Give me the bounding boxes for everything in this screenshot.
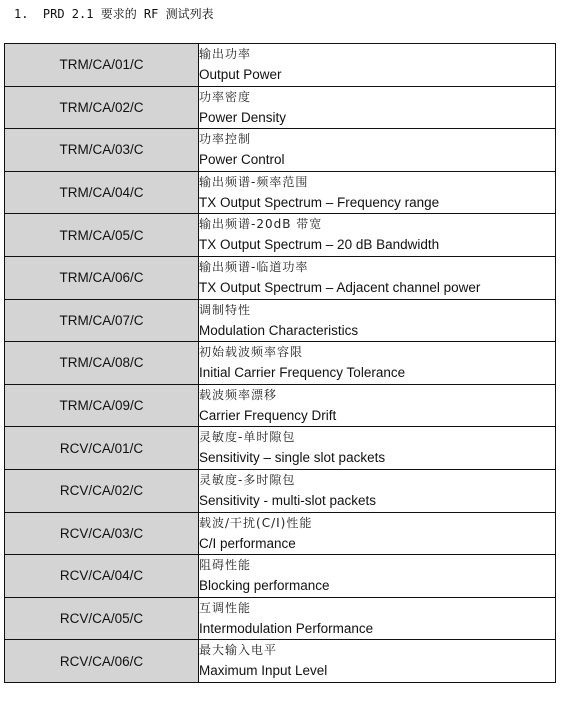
test-description: [199, 44, 556, 87]
test-description: [199, 427, 556, 470]
table-row: [5, 597, 556, 640]
table-row: [5, 256, 556, 299]
test-name-chinese: 功率控制: [199, 132, 252, 147]
test-code: RCV/CA/05/C: [5, 597, 199, 640]
test-description: [199, 171, 556, 214]
table-row: [5, 299, 556, 342]
test-code: RCV/CA/01/C: [5, 427, 199, 470]
test-name-chinese: 互调性能: [199, 600, 252, 615]
table-row: [5, 427, 556, 470]
test-name-english: Sensitivity - multi-slot packets: [199, 492, 377, 508]
test-description: [199, 384, 556, 427]
table-row: [5, 342, 556, 385]
table-row: [5, 129, 556, 172]
table-row: [5, 171, 556, 214]
test-name-chinese: 功率密度: [199, 89, 252, 104]
test-name-chinese: 最大输入电平: [199, 643, 278, 658]
table-row: [5, 214, 556, 257]
test-name-english: Intermodulation Performance: [199, 620, 374, 636]
test-name-english: Power Density: [199, 109, 287, 125]
test-code: TRM/CA/01/C: [5, 44, 199, 87]
test-description: [199, 86, 556, 129]
test-name-english: Carrier Frequency Drift: [199, 407, 337, 423]
table-row: [5, 512, 556, 555]
test-code: TRM/CA/06/C: [5, 256, 199, 299]
test-description: [199, 256, 556, 299]
test-description: [199, 597, 556, 640]
test-name-chinese: 阻碍性能: [199, 558, 252, 573]
table-row: [5, 86, 556, 129]
test-code: RCV/CA/03/C: [5, 512, 199, 555]
test-name-english: Output Power: [199, 67, 282, 82]
test-code: TRM/CA/07/C: [5, 299, 199, 342]
test-name-chinese: 输出频谱-20dB 带宽: [199, 217, 323, 232]
test-name-english: TX Output Spectrum – Adjacent channel power: [199, 279, 481, 295]
test-description: [199, 512, 556, 555]
test-name-english: Initial Carrier Frequency Tolerance: [199, 365, 406, 381]
test-code: TRM/CA/05/C: [5, 214, 199, 257]
test-code: TRM/CA/08/C: [5, 342, 199, 385]
rf-test-table: [4, 43, 556, 683]
test-description: [199, 469, 556, 512]
test-name-english: Sensitivity – single slot packets: [199, 450, 386, 466]
test-name-english: Blocking performance: [199, 578, 330, 594]
test-name-english: TX Output Spectrum – Frequency range: [199, 194, 440, 210]
test-code: TRM/CA/03/C: [5, 129, 199, 172]
test-code: RCV/CA/04/C: [5, 555, 199, 598]
test-name-english: C/I performance: [199, 535, 296, 551]
table-row: [5, 555, 556, 598]
test-code: TRM/CA/09/C: [5, 384, 199, 427]
test-code: TRM/CA/04/C: [5, 171, 199, 214]
test-name-chinese: 载波/干扰(C/I)性能: [199, 515, 313, 530]
test-description: [199, 299, 556, 342]
test-description: [199, 555, 556, 598]
test-name-chinese: 灵敏度-多时隙包: [199, 472, 296, 487]
test-name-chinese: 输出频谱-临道功率: [199, 259, 309, 274]
table-body: [5, 44, 556, 683]
test-description: [199, 214, 556, 257]
test-code: RCV/CA/06/C: [5, 640, 199, 683]
test-name-chinese: 初始载波频率容限: [199, 345, 304, 360]
test-description: [199, 129, 556, 172]
test-name-english: TX Output Spectrum – 20 dB Bandwidth: [199, 237, 440, 253]
test-description: [199, 640, 556, 683]
section-heading: 1. PRD 2.1 要求的 RF 测试列表: [14, 7, 214, 21]
table-row: [5, 44, 556, 87]
test-name-chinese: 输出频谱-频率范围: [199, 174, 309, 189]
test-description: [199, 342, 556, 385]
test-name-english: Power Control: [199, 152, 285, 168]
test-code: TRM/CA/02/C: [5, 86, 199, 129]
table-row: [5, 469, 556, 512]
test-name-chinese: 调制特性: [199, 302, 252, 317]
test-name-chinese: 灵敏度-单时隙包: [199, 430, 296, 445]
test-name-chinese: 输出功率: [199, 47, 252, 61]
test-name-chinese: 载波频率漂移: [199, 387, 278, 402]
table-row: [5, 384, 556, 427]
test-name-english: Modulation Characteristics: [199, 322, 359, 338]
test-code: RCV/CA/02/C: [5, 469, 199, 512]
table-row: [5, 640, 556, 683]
test-name-english: Maximum Input Level: [199, 663, 328, 679]
